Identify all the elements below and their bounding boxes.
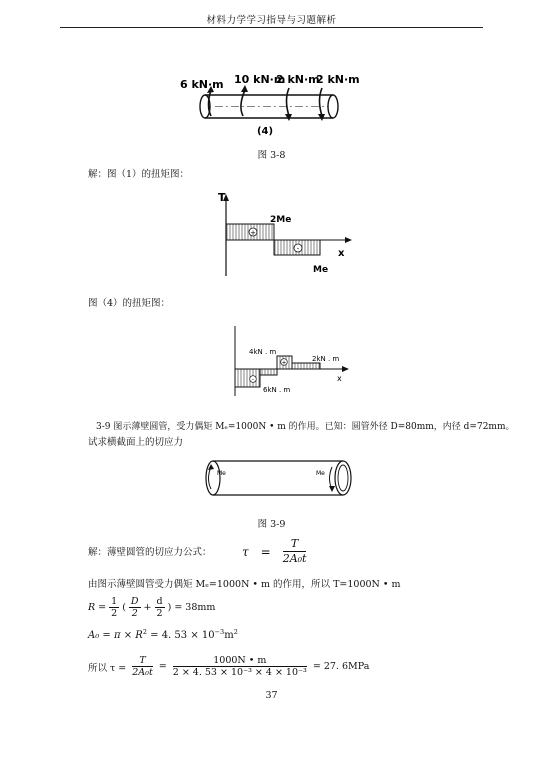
f3-num: 1000N • m (173, 655, 307, 667)
problem-3-9-line2: 试求横截面上的切应力 (88, 437, 184, 448)
sign-negative-4: - (251, 376, 255, 384)
figure-caption-3-9: 图 3-9 (257, 519, 286, 530)
thin-walled-tube-figure (200, 455, 360, 503)
axis-x-label: x (338, 248, 345, 259)
fraction-half (109, 596, 119, 619)
radius-rhs: ) = 38mm (167, 602, 216, 613)
solution-3-9-line2: 由图示薄壁圆管受力偶矩 Mₑ=1000N • m 的作用，所以 T=1000N • m (88, 579, 401, 590)
label-me: Me (313, 265, 329, 275)
problem-3-9-line1: 3-9 图示薄壁圆管，受力偶矩 Mₑ=1000N • m 的作用。已知：圆管外径 D=80mm，内径 d=72mm。 (96, 422, 515, 432)
area-unit-exp: 2 (233, 628, 238, 636)
plus-sign: + (143, 602, 152, 613)
label-2me: 2Me (270, 215, 292, 225)
torque-diagram-1 (208, 190, 358, 282)
shear-stress-formula (242, 537, 306, 566)
sign-positive-4: + (281, 359, 287, 367)
area-equation (88, 630, 238, 641)
tau-symbol: τ (242, 544, 249, 559)
label-4knm: 4kN . m (249, 348, 277, 356)
torque-label-2a: 2 kN·m (276, 73, 320, 86)
shaft-torque-figure (150, 68, 380, 140)
D-num: D (130, 596, 139, 607)
sign-negative: - (296, 245, 300, 253)
f2-num: T (132, 655, 153, 667)
d-den: 2 (156, 608, 163, 619)
area-exp2: −3 (214, 628, 225, 636)
final-prefix: 所以 τ = (88, 662, 127, 674)
open-paren: ( (122, 602, 126, 613)
area-base: A₀ = π × R (88, 630, 143, 641)
axis-t-label: T (218, 191, 226, 204)
equals-sign-2: = (158, 661, 167, 672)
fraction-t-over-2a0t (283, 537, 307, 566)
solution-3-9-intro: 解：薄壁圆管的切应力公式： (88, 547, 212, 558)
fraction-denominator: 2A₀t (282, 552, 307, 565)
label-2knm: 2kN . m (312, 355, 340, 363)
me-label-right: Me (316, 470, 325, 477)
half-den: 2 (111, 608, 118, 619)
sign-positive: + (250, 229, 256, 237)
equals-sign: = (260, 544, 271, 559)
axis-x-label-4: x (337, 374, 342, 383)
label-6knm: 6kN . m (263, 386, 291, 394)
torque-label-2b: 2 kN·m (316, 73, 360, 86)
me-label-left: Me (217, 470, 226, 477)
solution-intro: 解：图（1）的扭矩图： (88, 169, 190, 180)
torque-label-10: 10 kN·m (234, 73, 286, 86)
figure-caption-3-8: 图 3-8 (257, 150, 286, 161)
page-number: 37 (265, 690, 278, 701)
radius-lhs: R = (88, 602, 107, 613)
header-rule (60, 27, 483, 28)
running-header: 材料力学学习指导与习题解析 (206, 15, 337, 26)
radius-equation (88, 596, 215, 619)
area-exp: 2 (142, 628, 147, 636)
diagram-4-title: 图（4）的扭矩图： (88, 298, 171, 309)
final-result: = 27. 6MPa (312, 661, 370, 672)
D-den: 2 (131, 608, 138, 619)
d-num: d (156, 596, 163, 607)
subfigure-label: (4) (256, 126, 274, 137)
area-unit: m (224, 630, 234, 641)
torque-diagram-4 (225, 320, 357, 398)
torque-label-6: 6 kN·m (180, 78, 224, 91)
f2-den: 2A₀t (132, 667, 153, 678)
area-mid: = 4. 53 × 10 (146, 630, 215, 641)
fraction-numeric (173, 655, 307, 678)
f3-den: 2 × 4. 53 × 10⁻³ × 4 × 10⁻³ (172, 667, 307, 678)
fraction-numerator: T (283, 537, 307, 552)
fraction-t-over-2a0t-final (132, 655, 153, 678)
fraction-d-over-2 (155, 596, 165, 619)
half-num: 1 (111, 596, 118, 607)
final-stress-equation (88, 655, 369, 678)
fraction-D-over-2 (129, 596, 141, 619)
